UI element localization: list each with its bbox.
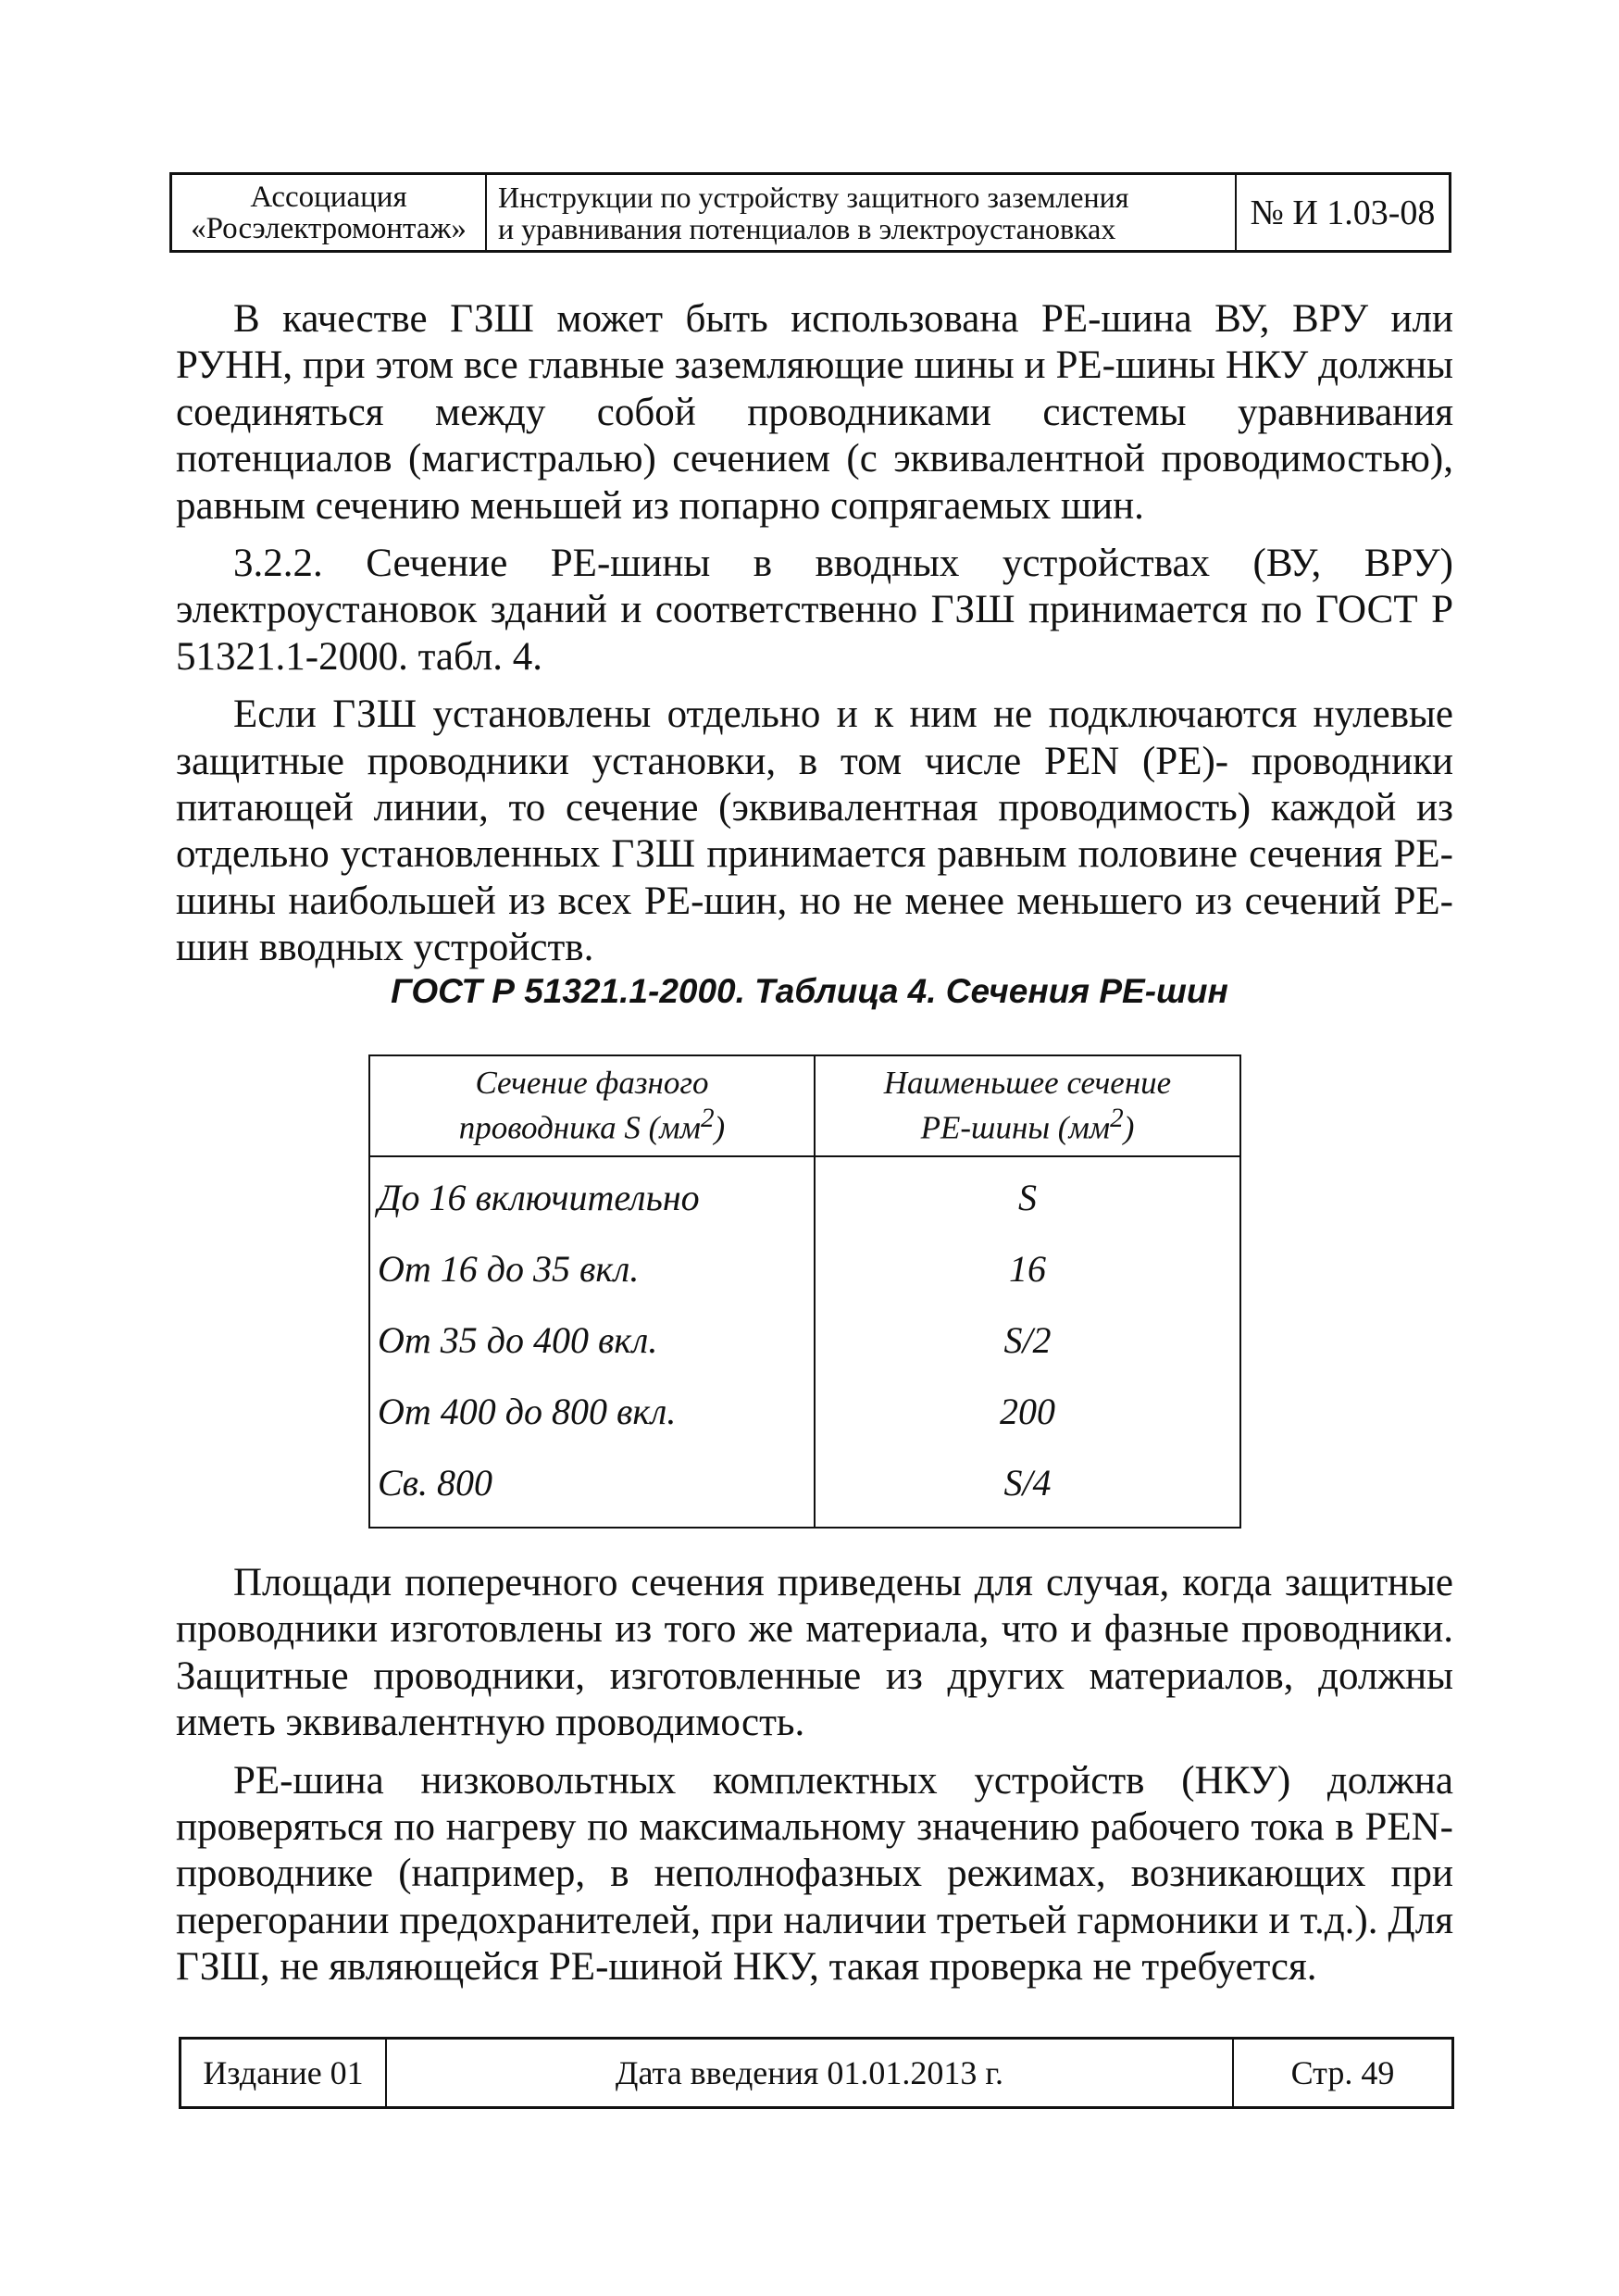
phase-cell: До 16 включительно (369, 1156, 815, 1233)
paragraph: 3.2.2. Сечение PE-шины в вводных устройствах (ВУ, ВРУ) электроустановок зданий и соответственно ГЗШ принимается по ГОСТ Р 51321.1-2000. табл. 4. (176, 542, 1453, 679)
paragraph: В качестве ГЗШ может быть использована PE-шина ВУ, ВРУ или РУНН, при этом все главные заземляющие шины и PE-шины НКУ должны соединяться между собой проводниками системы уравнивания потенциалов (магистралью) сечением (с эквивалентной проводимостью), равным сечению меньшей из попарно сопрягаемых шин. (176, 297, 1453, 528)
column-header-phase: Сечение фазного проводника S $(мм^2)$ (369, 1055, 815, 1156)
footer-page-number: Стр. 49 (1290, 2054, 1395, 2091)
document-footer (179, 2037, 1454, 2109)
pe-section-table (368, 1054, 1241, 1529)
footer-date: Дата введения 01.01.2013 г. (387, 2040, 1234, 2106)
phase-cell: От 400 до 800 вкл. (369, 1376, 815, 1447)
column-header-pe: Наименьшее сечение PE-шины $(мм^2)$ (815, 1055, 1240, 1156)
header-org-line1: Ассоциация (250, 180, 407, 214)
table-row (369, 1156, 1240, 1233)
footer-edition: Издание 01 (181, 2040, 387, 2106)
header-organization (172, 175, 487, 250)
header-title (487, 175, 1237, 250)
table-caption: ГОСТ Р 51321.1-2000. Таблица 4. Сечения PE-шин (391, 972, 1228, 1010)
pe-cell: 16 (815, 1233, 1240, 1304)
table-row (369, 1304, 1240, 1376)
table-row (369, 1447, 1240, 1528)
body-text-top (176, 296, 1453, 972)
paragraph: Если ГЗШ установлены отдельно и к ним не подключаются нулевые защитные проводники установки, в том числе PEN (PE)- проводники питающей линии, то сечение (эквивалентная проводимость) каждой из отдельно установленных ГЗШ принимается равным половине сечения PE-шины наибольшей из всех PE-шин, но не менее меньшего из сечений PE-шин вводных устройств. (176, 693, 1453, 970)
phase-cell: От 16 до 35 вкл. (369, 1233, 815, 1304)
body-text-bottom (176, 1560, 1453, 1991)
header-org-line2: «Росэлектромонтаж» (191, 211, 467, 245)
phase-cell: От 35 до 400 вкл. (369, 1304, 815, 1376)
document-header (169, 172, 1451, 253)
paragraph: Площади поперечного сечения приведены для случая, когда защитные проводники изготовлены из того же материала, что и фазные проводники. Защитные проводники, изготовленные из других материалов, должны иметь эквивалентную проводимость. (176, 1561, 1453, 1745)
pe-cell: S/4 (815, 1447, 1240, 1528)
pe-cell: S/2 (815, 1304, 1240, 1376)
header-title-line2: и уравнивания потенциалов в электроустановках (498, 211, 1116, 245)
phase-cell: Св. 800 (369, 1447, 815, 1528)
paragraph: PE-шина низковольтных комплектных устройств (НКУ) должна проверяться по нагреву по максимальному значению рабочего тока в PEN-проводнике (например, в неполнофазных режимах, возникающих при перегорании предохранителей, при наличии третьей гармоники и т.д.). Для ГЗШ, не являющейся PE-шиной НКУ, такая проверка не требуется. (176, 1758, 1453, 1990)
table-row (369, 1233, 1240, 1304)
pe-cell: 200 (815, 1376, 1240, 1447)
table-row (369, 1376, 1240, 1447)
pe-cell: S (815, 1156, 1240, 1233)
header-doc-number: № И 1.03-08 (1250, 193, 1436, 232)
header-title-line1: Инструкции по устройству защитного заземления (498, 180, 1129, 214)
